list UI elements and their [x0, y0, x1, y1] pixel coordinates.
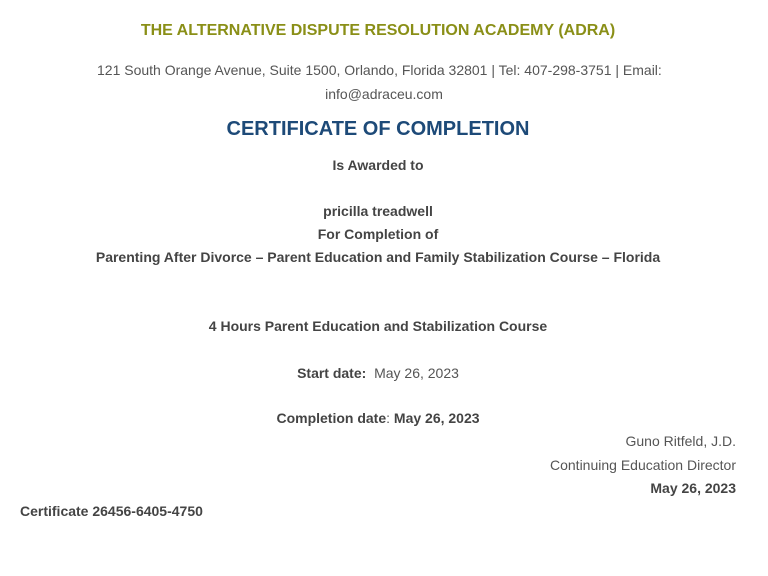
certificate-title: CERTIFICATE OF COMPLETION [226, 118, 530, 140]
awarded-to-label: Is Awarded to [332, 157, 424, 173]
signature-date: May 26, 2023 [650, 480, 736, 496]
start-date-row [0, 365, 756, 381]
completion-date-row [0, 410, 756, 426]
signatory-title: Continuing Education Director [550, 457, 736, 473]
academy-name: THE ALTERNATIVE DISPUTE RESOLUTION ACADEMY (ADRA) [140, 22, 616, 39]
completion-date-value: May 26, 2023 [393, 410, 480, 426]
course-hours: 4 Hours Parent Education and Stabilization Course [208, 318, 548, 334]
signatory-name: Guno Ritfeld, J.D. [625, 433, 736, 449]
course-name: Parenting After Divorce – Parent Education and Family Stabilization Course – Florida [95, 249, 661, 265]
completion-date-label: Completion date [276, 410, 387, 426]
recipient-name: pricilla treadwell [323, 203, 433, 219]
start-date-label: Start date: [297, 365, 367, 381]
address-line-1: 121 South Orange Avenue, Suite 1500, Orlando, Florida 32801 | Tel: 407-298-3751 | Email: [97, 62, 662, 78]
for-completion-label: For Completion of [317, 226, 439, 242]
address-line-2-email: info@adraceu.com [325, 86, 443, 102]
completion-date-separator: : [386, 410, 391, 426]
start-date-value: May 26, 2023 [374, 365, 459, 381]
certificate-number: Certificate 26456-6405-4750 [20, 503, 203, 519]
